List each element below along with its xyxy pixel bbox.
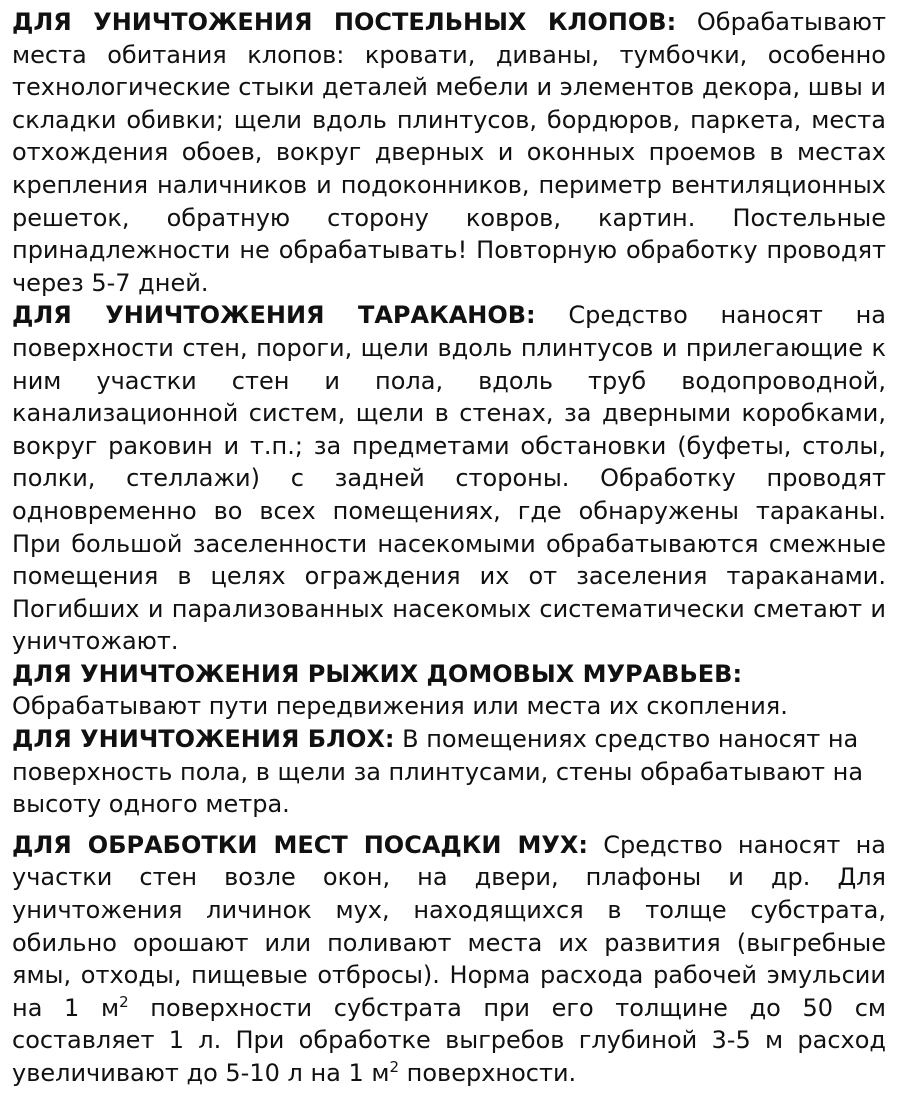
bedbugs-text: Обрабатывают места обитания клопов: кровати, диваны, тумбочки, особенно технологические стыки деталей мебели и элементов декора, швы и складки обивки; щели вдоль плинтусов, бордюров, паркета, места отхождения обоев, вокруг дверных и оконных проемов в местах крепления наличников и подоконников, периметр вентиляционных решеток, обратную сторону ковров, картин. Постельные принадлежности не обрабатывать! Повторную обработку проводят через 5-7 дней. bbox=[12, 8, 886, 297]
fleas-section bbox=[12, 723, 886, 821]
bedbugs-section bbox=[12, 6, 886, 299]
fleas-heading: ДЛЯ УНИЧТОЖЕНИЯ БЛОХ: bbox=[12, 725, 395, 754]
flies-superscript-1: 2 bbox=[119, 992, 129, 1011]
ants-heading: ДЛЯ УНИЧТОЖЕНИЯ РЫЖИХ ДОМОВЫХ МУРАВЬЕВ: bbox=[12, 659, 743, 688]
fleas-text: В помещениях средство наносят на поверхность пола, в щели за плинтусами, стены обрабатывают на высоту одного метра. bbox=[12, 725, 864, 819]
flies-text-part-1: Средство наносят на участки стен возле окон, на двери, плафоны и др. Для уничтожения личинок мух, находящихся в толще субстрата, обильно орошают или поливают места их развития (выгребные ямы, отходы, пищевые отбросы). Норма расхода рабочей эмульсии на 1 м bbox=[12, 830, 886, 1022]
ants-text: Обрабатывают пути передвижения или места их скопления. bbox=[12, 692, 788, 721]
cockroaches-text: Средство наносят на поверхности стен, пороги, щели вдоль плинтусов и прилегающие к ним участки стен и пола, вдоль труб водопроводной, канализационной систем, щели в стенах, за дверными коробками, вокруг раковин и т.п.; за предметами обстановки (буфеты, столы, полки, стеллажи) с задней стороны. Обработку проводят одновременно во всех помещениях, где обнаружены тараканы. При большой заселенности насекомыми обрабатываются смежные помещения в целях ограждения их от заселения тараканами. Погибших и парализованных насекомых систематически сметают и уничтожают. bbox=[12, 301, 886, 656]
flies-text-part-2: поверхности субстрата при его толщине до 50 см составляет 1 л. При обработке выгребов глубиной 3-5 м расход увеличивают до 5-10 л на 1 м bbox=[12, 993, 886, 1087]
flies-superscript-2: 2 bbox=[389, 1058, 400, 1076]
flies-text-part-3: поверхности. bbox=[399, 1059, 577, 1087]
flies-section bbox=[12, 829, 886, 1090]
bedbugs-heading: ДЛЯ УНИЧТОЖЕНИЯ ПОСТЕЛЬНЫХ КЛОПОВ: bbox=[12, 8, 677, 36]
cockroaches-section bbox=[12, 299, 886, 658]
flies-heading: ДЛЯ ОБРАБОТКИ МЕСТ ПОСАДКИ МУХ: bbox=[12, 830, 588, 859]
ants-section bbox=[12, 658, 886, 723]
cockroaches-heading: ДЛЯ УНИЧТОЖЕНИЯ ТАРАКАНОВ: bbox=[12, 301, 536, 330]
